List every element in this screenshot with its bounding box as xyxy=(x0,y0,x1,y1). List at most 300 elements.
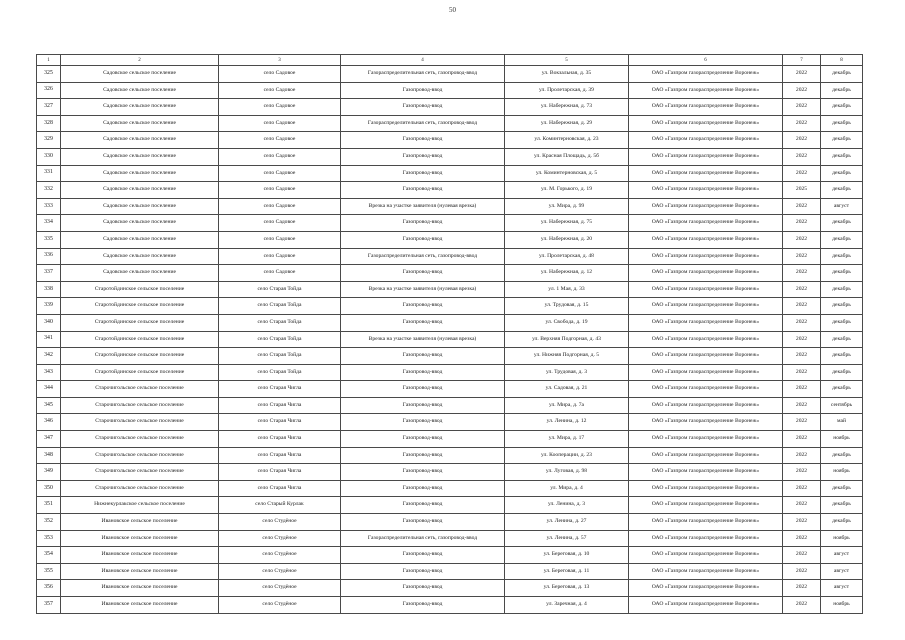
year-cell: 2025 xyxy=(783,182,821,199)
address-cell: ул. Ленина, д. 3 xyxy=(505,497,629,514)
year-cell: 2022 xyxy=(783,497,821,514)
table-row xyxy=(37,431,863,448)
locality-cell: село Садовое xyxy=(219,99,341,116)
locality-cell: село Садовое xyxy=(219,66,341,83)
address-cell: ул. Береговая, д. 11 xyxy=(505,563,629,580)
address-cell: ул. Мира, д. 99 xyxy=(505,198,629,215)
object-type-cell: Газопровод-ввод xyxy=(341,381,505,398)
table-body xyxy=(37,55,863,614)
settlement-cell: Старочигольское сельское поселение xyxy=(61,464,219,481)
month-cell: декабрь xyxy=(821,447,863,464)
year-cell: 2022 xyxy=(783,563,821,580)
organization-cell: ОАО «Газпром газораспределение Воронеж» xyxy=(629,547,783,564)
month-cell: декабрь xyxy=(821,231,863,248)
object-type-cell: Газопровод-ввод xyxy=(341,364,505,381)
settlement-cell: Старотойдинское сельское поселение xyxy=(61,281,219,298)
row-number-cell: 348 xyxy=(37,447,61,464)
organization-cell: ОАО «Газпром газораспределение Воронеж» xyxy=(629,314,783,331)
month-cell: декабрь xyxy=(821,66,863,83)
table-row xyxy=(37,215,863,232)
locality-cell: село Студёное xyxy=(219,597,341,614)
table-row xyxy=(37,397,863,414)
object-type-cell: Газопровод-ввод xyxy=(341,414,505,431)
row-number-cell: 342 xyxy=(37,348,61,365)
row-number-cell: 336 xyxy=(37,248,61,265)
locality-cell: село Садовое xyxy=(219,132,341,149)
table-row xyxy=(37,132,863,149)
address-cell: ул. Мира, д. 17 xyxy=(505,431,629,448)
organization-cell: ОАО «Газпром газораспределение Воронеж» xyxy=(629,182,783,199)
table-row xyxy=(37,381,863,398)
settlement-cell: Ивановское сельское поселение xyxy=(61,597,219,614)
row-number-cell: 345 xyxy=(37,397,61,414)
locality-cell: село Студёное xyxy=(219,514,341,531)
year-cell: 2022 xyxy=(783,281,821,298)
settlement-cell: Садовское сельское поселение xyxy=(61,215,219,232)
organization-cell: ОАО «Газпром газораспределение Воронеж» xyxy=(629,99,783,116)
year-cell: 2022 xyxy=(783,215,821,232)
locality-cell: село Старая Чигла xyxy=(219,431,341,448)
settlement-cell: Старочигольское сельское поселение xyxy=(61,381,219,398)
year-cell: 2022 xyxy=(783,314,821,331)
month-cell: декабрь xyxy=(821,99,863,116)
object-type-cell: Врезка на участке заявителя (нулевая врезка) xyxy=(341,281,505,298)
row-number-cell: 352 xyxy=(37,514,61,531)
address-cell: ул. Коминтерновская, д. 23 xyxy=(505,132,629,149)
locality-cell: село Старая Чигла xyxy=(219,397,341,414)
object-type-cell: Газопровод-ввод xyxy=(341,597,505,614)
row-number-cell: 326 xyxy=(37,82,61,99)
year-cell: 2022 xyxy=(783,265,821,282)
organization-cell: ОАО «Газпром газораспределение Воронеж» xyxy=(629,132,783,149)
locality-cell: село Садовое xyxy=(219,198,341,215)
organization-cell: ОАО «Газпром газораспределение Воронеж» xyxy=(629,165,783,182)
locality-cell: село Старая Чигла xyxy=(219,464,341,481)
object-type-cell: Газопровод-ввод xyxy=(341,447,505,464)
row-number-cell: 332 xyxy=(37,182,61,199)
organization-cell: ОАО «Газпром газораспределение Воронеж» xyxy=(629,82,783,99)
object-type-cell: Газопровод-ввод xyxy=(341,165,505,182)
locality-cell: село Старый Курлак xyxy=(219,497,341,514)
address-cell: ул. Коминтерновская, д. 5 xyxy=(505,165,629,182)
object-type-cell: Газопровод-ввод xyxy=(341,497,505,514)
row-number-cell: 347 xyxy=(37,431,61,448)
organization-cell: ОАО «Газпром газораспределение Воронеж» xyxy=(629,281,783,298)
month-cell: август xyxy=(821,580,863,597)
address-cell: ул. Береговая, д. 10 xyxy=(505,547,629,564)
locality-cell: село Старая Чигла xyxy=(219,381,341,398)
year-cell: 2022 xyxy=(783,115,821,132)
column-number: 6 xyxy=(629,55,783,66)
row-number-cell: 357 xyxy=(37,597,61,614)
table-row xyxy=(37,597,863,614)
organization-cell: ОАО «Газпром газораспределение Воронеж» xyxy=(629,514,783,531)
address-cell: ул. Набережная, д. 75 xyxy=(505,215,629,232)
row-number-cell: 338 xyxy=(37,281,61,298)
object-type-cell: Газопровод-ввод xyxy=(341,82,505,99)
settlement-cell: Старотойдинское сельское поселение xyxy=(61,348,219,365)
row-number-cell: 339 xyxy=(37,298,61,315)
year-cell: 2022 xyxy=(783,597,821,614)
row-number-cell: 353 xyxy=(37,530,61,547)
table-row xyxy=(37,148,863,165)
locality-cell: село Студёное xyxy=(219,580,341,597)
settlement-cell: Ивановское сельское поселение xyxy=(61,580,219,597)
year-cell: 2022 xyxy=(783,464,821,481)
organization-cell: ОАО «Газпром газораспределение Воронеж» xyxy=(629,381,783,398)
column-number: 1 xyxy=(37,55,61,66)
settlement-cell: Садовское сельское поселение xyxy=(61,265,219,282)
table-row xyxy=(37,66,863,83)
month-cell: сентябрь xyxy=(821,397,863,414)
row-number-cell: 356 xyxy=(37,580,61,597)
address-cell: ул. Пролетарская, д. 48 xyxy=(505,248,629,265)
settlement-cell: Старочигольское сельское поселение xyxy=(61,431,219,448)
month-cell: август xyxy=(821,563,863,580)
locality-cell: село Садовое xyxy=(219,248,341,265)
settlement-cell: Ивановское сельское поселение xyxy=(61,514,219,531)
table-row xyxy=(37,115,863,132)
month-cell: август xyxy=(821,547,863,564)
year-cell: 2022 xyxy=(783,198,821,215)
year-cell: 2022 xyxy=(783,480,821,497)
object-type-cell: Газопровод-ввод xyxy=(341,547,505,564)
column-number: 8 xyxy=(821,55,863,66)
year-cell: 2022 xyxy=(783,231,821,248)
month-cell: ноябрь xyxy=(821,597,863,614)
object-type-cell: Газопровод-ввод xyxy=(341,464,505,481)
address-cell: ул. Мира, д. 4 xyxy=(505,480,629,497)
locality-cell: село Старая Чигла xyxy=(219,414,341,431)
month-cell: ноябрь xyxy=(821,431,863,448)
address-cell: ул. Набережная, д. 29 xyxy=(505,115,629,132)
month-cell: август xyxy=(821,198,863,215)
table-row xyxy=(37,497,863,514)
organization-cell: ОАО «Газпром газораспределение Воронеж» xyxy=(629,480,783,497)
year-cell: 2022 xyxy=(783,82,821,99)
row-number-cell: 349 xyxy=(37,464,61,481)
address-cell: ул. Ленина, д. 12 xyxy=(505,414,629,431)
object-type-cell: Газопровод-ввод xyxy=(341,99,505,116)
month-cell: декабрь xyxy=(821,248,863,265)
object-type-cell: Газораспределительная сеть, газопровод-ввод xyxy=(341,115,505,132)
year-cell: 2022 xyxy=(783,331,821,348)
year-cell: 2022 xyxy=(783,397,821,414)
organization-cell: ОАО «Газпром газораспределение Воронеж» xyxy=(629,464,783,481)
table-row xyxy=(37,414,863,431)
settlement-cell: Садовское сельское поселение xyxy=(61,198,219,215)
month-cell: декабрь xyxy=(821,82,863,99)
settlement-cell: Садовское сельское поселение xyxy=(61,148,219,165)
month-cell: декабрь xyxy=(821,497,863,514)
locality-cell: село Старая Тойда xyxy=(219,314,341,331)
object-type-cell: Газопровод-ввод xyxy=(341,298,505,315)
year-cell: 2022 xyxy=(783,530,821,547)
year-cell: 2022 xyxy=(783,514,821,531)
address-cell: ул. Трудовая, д. 15 xyxy=(505,298,629,315)
year-cell: 2022 xyxy=(783,447,821,464)
address-cell: ул. Вокзальная, д. 35 xyxy=(505,66,629,83)
row-number-cell: 329 xyxy=(37,132,61,149)
row-number-cell: 335 xyxy=(37,231,61,248)
settlement-cell: Садовское сельское поселение xyxy=(61,82,219,99)
settlement-cell: Садовское сельское поселение xyxy=(61,66,219,83)
address-cell: ул. Набережная, д. 12 xyxy=(505,265,629,282)
row-number-cell: 343 xyxy=(37,364,61,381)
year-cell: 2022 xyxy=(783,580,821,597)
month-cell: декабрь xyxy=(821,514,863,531)
row-number-cell: 341 xyxy=(37,331,61,348)
locality-cell: село Студёное xyxy=(219,547,341,564)
organization-cell: ОАО «Газпром газораспределение Воронеж» xyxy=(629,530,783,547)
object-type-cell: Газораспределительная сеть, газопровод-ввод xyxy=(341,530,505,547)
column-number: 4 xyxy=(341,55,505,66)
address-cell: ул. Садовая, д. 21 xyxy=(505,381,629,398)
table-row xyxy=(37,314,863,331)
address-cell: ул. Мира, д. 7а xyxy=(505,397,629,414)
table-row xyxy=(37,331,863,348)
settlement-cell: Садовское сельское поселение xyxy=(61,248,219,265)
address-cell: ул. Набережная, д. 73 xyxy=(505,99,629,116)
table-row xyxy=(37,580,863,597)
table-row xyxy=(37,348,863,365)
month-cell: декабрь xyxy=(821,314,863,331)
organization-cell: ОАО «Газпром газораспределение Воронеж» xyxy=(629,265,783,282)
year-cell: 2022 xyxy=(783,414,821,431)
table-row xyxy=(37,248,863,265)
month-cell: ноябрь xyxy=(821,464,863,481)
month-cell: декабрь xyxy=(821,348,863,365)
table-row xyxy=(37,265,863,282)
settlement-cell: Садовское сельское поселение xyxy=(61,99,219,116)
organization-cell: ОАО «Газпром газораспределение Воронеж» xyxy=(629,215,783,232)
organization-cell: ОАО «Газпром газораспределение Воронеж» xyxy=(629,248,783,265)
locality-cell: село Садовое xyxy=(219,182,341,199)
address-cell: ул. Набережная, д. 20 xyxy=(505,231,629,248)
column-number: 2 xyxy=(61,55,219,66)
locality-cell: село Старая Тойда xyxy=(219,364,341,381)
settlement-cell: Старотойдинское сельское поселение xyxy=(61,314,219,331)
month-cell: декабрь xyxy=(821,364,863,381)
row-number-cell: 327 xyxy=(37,99,61,116)
organization-cell: ОАО «Газпром газораспределение Воронеж» xyxy=(629,580,783,597)
register-table xyxy=(36,54,863,614)
organization-cell: ОАО «Газпром газораспределение Воронеж» xyxy=(629,66,783,83)
locality-cell: село Садовое xyxy=(219,148,341,165)
month-cell: декабрь xyxy=(821,115,863,132)
month-cell: декабрь xyxy=(821,148,863,165)
row-number-cell: 325 xyxy=(37,66,61,83)
row-number-cell: 354 xyxy=(37,547,61,564)
address-cell: ул. 1 Мая, д. 33 xyxy=(505,281,629,298)
address-cell: ул. Ленина, д. 57 xyxy=(505,530,629,547)
organization-cell: ОАО «Газпром газораспределение Воронеж» xyxy=(629,148,783,165)
locality-cell: село Студёное xyxy=(219,563,341,580)
settlement-cell: Старотойдинское сельское поселение xyxy=(61,298,219,315)
organization-cell: ОАО «Газпром газораспределение Воронеж» xyxy=(629,331,783,348)
row-number-cell: 346 xyxy=(37,414,61,431)
address-cell: ул. М. Горького, д. 19 xyxy=(505,182,629,199)
locality-cell: село Студёное xyxy=(219,530,341,547)
settlement-cell: Садовское сельское поселение xyxy=(61,115,219,132)
table-row xyxy=(37,364,863,381)
year-cell: 2022 xyxy=(783,547,821,564)
row-number-cell: 344 xyxy=(37,381,61,398)
address-cell: ул. Луговая, д. 98 xyxy=(505,464,629,481)
address-cell: ул. Заречная, д. 4 xyxy=(505,597,629,614)
table-row xyxy=(37,530,863,547)
year-cell: 2022 xyxy=(783,364,821,381)
object-type-cell: Газопровод-ввод xyxy=(341,480,505,497)
month-cell: декабрь xyxy=(821,132,863,149)
locality-cell: село Садовое xyxy=(219,165,341,182)
object-type-cell: Газопровод-ввод xyxy=(341,431,505,448)
table-row xyxy=(37,182,863,199)
organization-cell: ОАО «Газпром газораспределение Воронеж» xyxy=(629,364,783,381)
settlement-cell: Садовское сельское поселение xyxy=(61,182,219,199)
table-row xyxy=(37,198,863,215)
table-row xyxy=(37,480,863,497)
table-row xyxy=(37,281,863,298)
address-cell: ул. Кооперации, д. 23 xyxy=(505,447,629,464)
month-cell: ноябрь xyxy=(821,530,863,547)
object-type-cell: Газопровод-ввод xyxy=(341,580,505,597)
year-cell: 2022 xyxy=(783,348,821,365)
organization-cell: ОАО «Газпром газораспределение Воронеж» xyxy=(629,115,783,132)
month-cell: декабрь xyxy=(821,281,863,298)
year-cell: 2022 xyxy=(783,99,821,116)
settlement-cell: Старочигольское сельское поселение xyxy=(61,480,219,497)
month-cell: декабрь xyxy=(821,265,863,282)
table-row xyxy=(37,464,863,481)
object-type-cell: Газопровод-ввод xyxy=(341,265,505,282)
table-row xyxy=(37,547,863,564)
settlement-cell: Садовское сельское поселение xyxy=(61,165,219,182)
month-cell: май xyxy=(821,414,863,431)
settlement-cell: Нижнекурлакское сельское поселение xyxy=(61,497,219,514)
object-type-cell: Газопровод-ввод xyxy=(341,182,505,199)
table-row xyxy=(37,563,863,580)
organization-cell: ОАО «Газпром газораспределение Воронеж» xyxy=(629,497,783,514)
settlement-cell: Старочигольское сельское поселение xyxy=(61,414,219,431)
column-number: 7 xyxy=(783,55,821,66)
address-cell: ул. Верхняя Подгорная, д. 43 xyxy=(505,331,629,348)
year-cell: 2022 xyxy=(783,66,821,83)
address-cell: ул. Свобода, д. 19 xyxy=(505,314,629,331)
address-cell: ул. Нижняя Подгорная, д. 5 xyxy=(505,348,629,365)
object-type-cell: Газораспределительная сеть, газопровод-ввод xyxy=(341,66,505,83)
table-row xyxy=(37,514,863,531)
object-type-cell: Газопровод-ввод xyxy=(341,215,505,232)
settlement-cell: Старочигольское сельское поселение xyxy=(61,397,219,414)
column-number: 3 xyxy=(219,55,341,66)
locality-cell: село Садовое xyxy=(219,265,341,282)
address-cell: ул. Ленина, д. 27 xyxy=(505,514,629,531)
object-type-cell: Газопровод-ввод xyxy=(341,563,505,580)
address-cell: ул. Береговая, д. 13 xyxy=(505,580,629,597)
object-type-cell: Газопровод-ввод xyxy=(341,148,505,165)
settlement-cell: Старотойдинское сельское поселение xyxy=(61,331,219,348)
locality-cell: село Старая Чигла xyxy=(219,480,341,497)
organization-cell: ОАО «Газпром газораспределение Воронеж» xyxy=(629,597,783,614)
year-cell: 2022 xyxy=(783,298,821,315)
address-cell: ул. Трудовая, д. 3 xyxy=(505,364,629,381)
object-type-cell: Газораспределительная сеть, газопровод-ввод xyxy=(341,248,505,265)
row-number-cell: 334 xyxy=(37,215,61,232)
year-cell: 2022 xyxy=(783,132,821,149)
locality-cell: село Садовое xyxy=(219,82,341,99)
month-cell: декабрь xyxy=(821,215,863,232)
year-cell: 2022 xyxy=(783,381,821,398)
table-row xyxy=(37,231,863,248)
row-number-cell: 351 xyxy=(37,497,61,514)
address-cell: ул. Красная Площадь, д. 5б xyxy=(505,148,629,165)
settlement-cell: Садовское сельское поселение xyxy=(61,231,219,248)
row-number-cell: 331 xyxy=(37,165,61,182)
organization-cell: ОАО «Газпром газораспределение Воронеж» xyxy=(629,231,783,248)
table-row xyxy=(37,99,863,116)
year-cell: 2022 xyxy=(783,165,821,182)
locality-cell: село Старая Тойда xyxy=(219,281,341,298)
table-row xyxy=(37,298,863,315)
row-number-cell: 330 xyxy=(37,148,61,165)
locality-cell: село Садовое xyxy=(219,215,341,232)
locality-cell: село Старая Тойда xyxy=(219,348,341,365)
column-number-row xyxy=(37,55,863,66)
organization-cell: ОАО «Газпром газораспределение Воронеж» xyxy=(629,298,783,315)
settlement-cell: Старотойдинское сельское поселение xyxy=(61,364,219,381)
row-number-cell: 333 xyxy=(37,198,61,215)
month-cell: декабрь xyxy=(821,381,863,398)
locality-cell: село Старая Чигла xyxy=(219,447,341,464)
row-number-cell: 328 xyxy=(37,115,61,132)
year-cell: 2022 xyxy=(783,431,821,448)
settlement-cell: Старочигольское сельское поселение xyxy=(61,447,219,464)
year-cell: 2022 xyxy=(783,148,821,165)
month-cell: декабрь xyxy=(821,480,863,497)
organization-cell: ОАО «Газпром газораспределение Воронеж» xyxy=(629,397,783,414)
object-type-cell: Газопровод-ввод xyxy=(341,348,505,365)
settlement-cell: Садовское сельское поселение xyxy=(61,132,219,149)
row-number-cell: 355 xyxy=(37,563,61,580)
organization-cell: ОАО «Газпром газораспределение Воронеж» xyxy=(629,447,783,464)
row-number-cell: 340 xyxy=(37,314,61,331)
object-type-cell: Газопровод-ввод xyxy=(341,314,505,331)
organization-cell: ОАО «Газпром газораспределение Воронеж» xyxy=(629,431,783,448)
address-cell: ул. Пролетарская, д. 39 xyxy=(505,82,629,99)
object-type-cell: Врезка на участке заявителя (нулевая врезка) xyxy=(341,331,505,348)
year-cell: 2022 xyxy=(783,248,821,265)
row-number-cell: 337 xyxy=(37,265,61,282)
locality-cell: село Старая Тойда xyxy=(219,331,341,348)
settlement-cell: Ивановское сельское поселение xyxy=(61,547,219,564)
organization-cell: ОАО «Газпром газораспределение Воронеж» xyxy=(629,198,783,215)
page-number: 50 xyxy=(449,6,456,14)
locality-cell: село Садовое xyxy=(219,231,341,248)
table-row xyxy=(37,165,863,182)
object-type-cell: Врезка на участке заявителя (нулевая врезка) xyxy=(341,198,505,215)
object-type-cell: Газопровод-ввод xyxy=(341,514,505,531)
settlement-cell: Ивановское сельское поселение xyxy=(61,530,219,547)
organization-cell: ОАО «Газпром газораспределение Воронеж» xyxy=(629,563,783,580)
month-cell: декабрь xyxy=(821,165,863,182)
settlement-cell: Ивановское сельское поселение xyxy=(61,563,219,580)
organization-cell: ОАО «Газпром газораспределение Воронеж» xyxy=(629,348,783,365)
row-number-cell: 350 xyxy=(37,480,61,497)
locality-cell: село Старая Тойда xyxy=(219,298,341,315)
object-type-cell: Газопровод-ввод xyxy=(341,397,505,414)
month-cell: декабрь xyxy=(821,331,863,348)
